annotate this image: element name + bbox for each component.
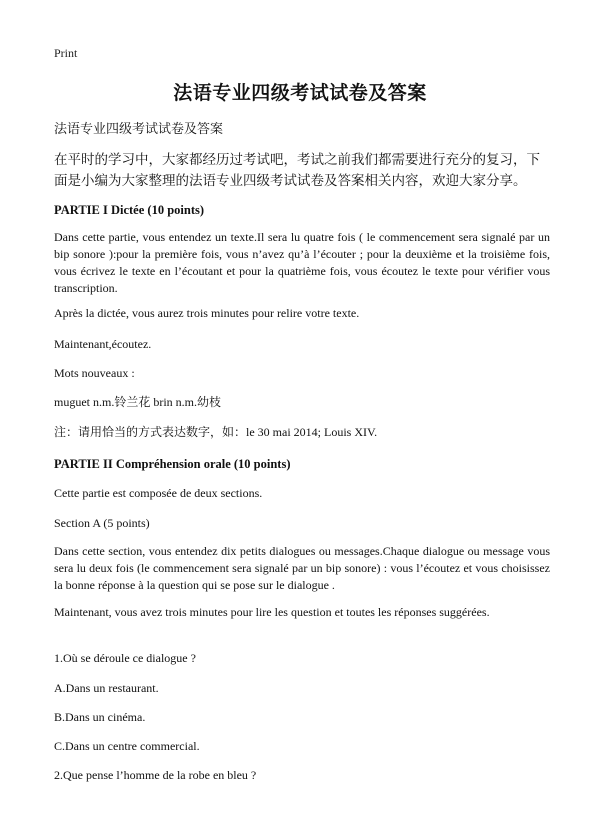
question-1-option-c: C.Dans un centre commercial. (54, 739, 200, 753)
part2-composed: Cette partie est composée de deux sections. (54, 486, 263, 500)
intro-paragraph: 在平时的学习中，大家都经历过考试吧，考试之前我们都需要进行充分的复习，下面是小编为大家整理的法语专业四级考试试卷及答案相关内容，欢迎大家分享。 (54, 152, 540, 189)
question-2: 2.Que pense l’homme de la robe en bleu ? (54, 768, 257, 782)
number-note: 注：请用恰当的方式表达数字，如：le 30 mai 2014; Louis XIV. (54, 425, 378, 439)
read-time-instruction: Maintenant, vous avez trois minutes pour lire les question et toutes les réponses suggérées. (54, 605, 490, 619)
page-title: 法语专业四级考试试卷及答案 (173, 82, 427, 104)
section-a-instructions: Dans cette section, vous entendez dix petits dialogues ou messages.Chaque dialogue ou message vous sera lu deux fois (le commencement sera signalé par un bip sonore) : vous l’écoutez et vous choisissez la bonne réponse à la question qui se pose sur le dialogue . (54, 544, 550, 592)
part1-after-dictation: Après la dictée, vous aurez trois minutes pour relire votre texte. (54, 306, 360, 320)
subtitle: 法语专业四级考试试卷及答案 (54, 122, 224, 137)
part1-now-listen: Maintenant,écoutez. (54, 337, 152, 351)
vocab-label: Mots nouveaux : (54, 366, 135, 380)
part2-heading: PARTIE II Compréhension orale (10 points) (54, 457, 291, 471)
part1-heading: PARTIE I Dictée (10 points) (54, 203, 205, 217)
question-1-option-a: A.Dans un restaurant. (54, 681, 159, 695)
part1-instructions: Dans cette partie, vous entendez un texte.Il sera lu quatre fois ( le commencement sera signalé par un bip sonore ):pour la première fois, vous n’avez qu’à l’écouter ; pour la deuxième et la troisième fois, vous écrivez le texte en l’écoutant et pour la quatrième fois, vous écoutez le texte pour vérifier vous transcription. (54, 230, 550, 295)
print-link[interactable]: Print (54, 46, 78, 60)
question-1-option-b: B.Dans un cinéma. (54, 710, 146, 724)
question-1: 1.Où se déroule ce dialogue ? (54, 651, 196, 665)
section-a-heading: Section A (5 points) (54, 516, 150, 530)
vocab-list: muguet n.m.铃兰花 brin n.m.幼枝 (54, 395, 221, 409)
